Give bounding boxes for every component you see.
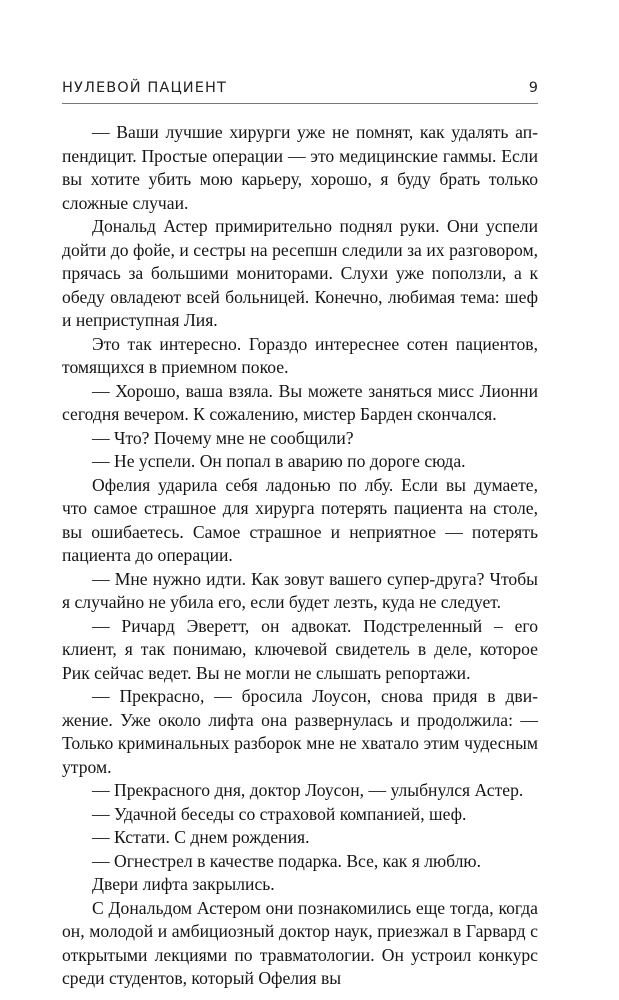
paragraph: — Мне нужно идти. Как зовут вашего супер-друга? Чтобы я случайно не убила его, если будет лезть, куда не следует. [62, 568, 538, 612]
page-number: 9 [528, 80, 538, 96]
paragraph: Дональд Астер примирительно поднял руки. Они успели дойти до фойе, и сестры на ресепшн следили за их разговором, прячась за большими мониторами. Слухи уже поползли, а к обеду овладеют всей больницей. Конечно, любимая тема: шеф и неприступная Лия. [62, 216, 538, 330]
paragraph: — Что? Почему мне не сообщили? [92, 427, 354, 448]
header-divider [62, 103, 538, 104]
paragraph: — Кстати. С днем рождения. [92, 827, 310, 847]
paragraph: — Прекрасно, — бросила Лоусон, снова придя в движение. Уже около лифта она развернулась и продолжила: — Только криминальных разборок мне не хватало этим чудесным утром. [62, 686, 538, 777]
running-title: НУЛЕВОЙ ПАЦИЕНТ [62, 80, 227, 96]
paragraph: — Удачной беседы со страховой компанией, шеф. [92, 803, 467, 824]
paragraph: Это так интересно. Гораздо интереснее сотен пациентов, томящихся в приемном покое. [62, 333, 538, 377]
paragraph: С Дональдом Астером они познакомились еще тогда, когда он, молодой и амбициозный доктор наук, приезжал в Гарвард с открытыми лекциями по травматологии. Он устроил конкурс среди студентов, который Офелия вы [62, 897, 538, 988]
paragraph: — Ваши лучшие хирурги уже не помнят, как удалять аппендицит. Простые операции — это медицинские гаммы. Если вы хотите убить мою карьеру, хорошо, я буду брать только сложные случаи. [62, 122, 538, 213]
paragraph: Офелия ударила себя ладонью по лбу. Если вы думаете, что самое страшное для хирурга потерять пациента на столе, вы ошибаетесь. Самое страшное и неприятное — потерять пациента до операции. [62, 474, 538, 565]
paragraph: — Ричард Эверетт, он адвокат. Подстреленный – его клиент, я так понимаю, ключевой свидетель в деле, которое Рик сейчас ведет. Вы не могли не слышать репортажи. [62, 615, 538, 683]
page-header [62, 80, 538, 102]
paragraph: — Хорошо, ваша взяла. Вы можете заняться мисс Лионни сегодня вечером. К сожалению, мистер Барден скончался. [62, 380, 538, 424]
paragraph: Двери лифта закрылись. [92, 874, 275, 894]
body-text [62, 121, 538, 991]
paragraph: — Огнестрел в качестве подарка. Все, как я люблю. [92, 850, 481, 871]
paragraph: — Не успели. Он попал в аварию по дороге сюда. [92, 451, 466, 471]
paragraph: — Прекрасного дня, доктор Лоусон, — улыбнулся Астер. [92, 780, 524, 800]
